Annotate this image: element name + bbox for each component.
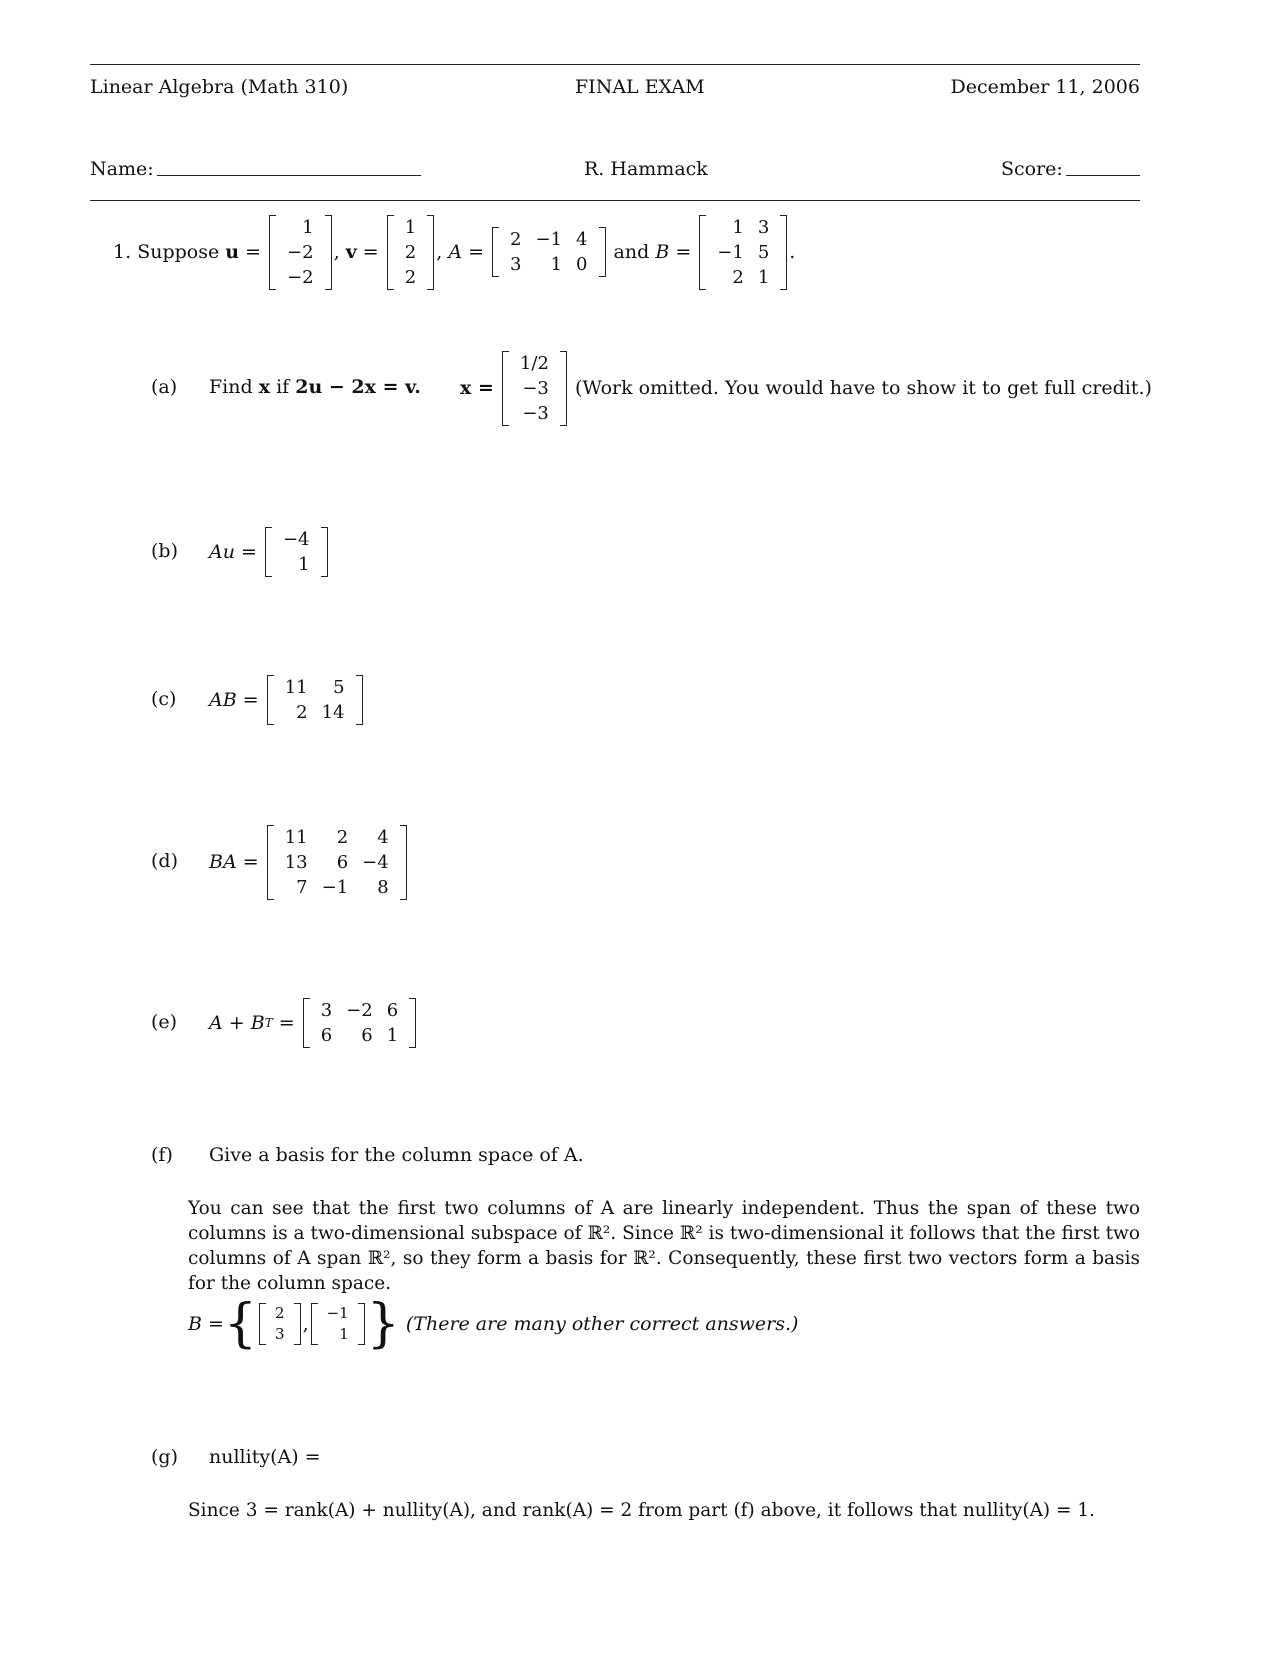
part-c-lhs: AB = (209, 689, 259, 711)
matrix-entry: −3 (522, 377, 549, 399)
right-bracket (400, 825, 407, 900)
left-brace: { (223, 1294, 258, 1354)
matrix-entries (314, 998, 405, 1048)
matrix-entries (513, 351, 556, 426)
matrix-row (513, 376, 556, 401)
matrix-entry: 4 (576, 229, 588, 250)
part-f-basis: B = { 2 3 , −1 1 } (There are many other correct answers.) (188, 1294, 799, 1354)
matrix-row (503, 227, 594, 252)
header-bottom-rule (90, 200, 1140, 201)
part-a-question (209, 376, 421, 398)
right-bracket (427, 215, 434, 290)
matrix-row (710, 240, 776, 265)
matrix-entry: 3 (320, 1000, 333, 1021)
part-b-answer-vector (265, 527, 328, 577)
matrix-row (398, 265, 423, 290)
problem-statement: 1. Suppose u = 1 −2 −2 , v = 1 2 2 , A = 2 −1 4 3 1 0 and B = 1 3 −1 5 2 1 . (113, 216, 796, 288)
exam-date: December 11, 2006 (950, 76, 1140, 98)
matrix-row (513, 351, 556, 376)
matrix-entry: 2 (404, 266, 417, 288)
course-title: Linear Algebra (Math 310) (90, 76, 349, 98)
matrix-entry: −3 (522, 402, 549, 424)
part-d-label: (d) (151, 850, 178, 872)
left-bracket (265, 527, 272, 577)
right-bracket (560, 351, 567, 426)
matrix-row (278, 850, 396, 875)
matrix-entry: −4 (282, 529, 310, 550)
right-bracket (358, 1303, 365, 1345)
matrix-row (710, 265, 776, 290)
transpose-sup: T (264, 1016, 273, 1030)
matrix-row (314, 1023, 405, 1048)
matrix-entry: 0 (576, 254, 588, 275)
matrix-entries (270, 1303, 290, 1345)
part-b-label: (b) (151, 540, 178, 562)
left-bracket (267, 825, 274, 900)
matrix-entry: 2 (275, 1304, 285, 1322)
matrix-entry: 3 (757, 216, 770, 238)
left-bracket (311, 1303, 318, 1345)
matrix-entries (503, 227, 594, 277)
matrix-row (398, 215, 423, 240)
matrix-b (699, 215, 787, 290)
part-g-label: (g) (151, 1446, 178, 1468)
part-e-eq: = (278, 1012, 295, 1034)
left-bracket (502, 351, 509, 426)
right-bracket (780, 215, 787, 290)
matrix-entry: 1 (298, 554, 310, 575)
matrix-row (278, 675, 352, 700)
matrix-entry: 2 (510, 229, 522, 250)
matrix-entry: 14 (321, 702, 345, 723)
matrix-entries (322, 1303, 354, 1345)
matrix-entry: 1 (732, 216, 744, 238)
matrix-entry: 1 (386, 1025, 399, 1046)
matrix-entry: 3 (510, 254, 522, 275)
part-a-answer-vector (502, 351, 567, 426)
part-f-note: (There are many other correct answers.) (405, 1313, 799, 1335)
find-word: Find (209, 376, 253, 398)
left-bracket (259, 1303, 266, 1345)
matrix-entries (278, 825, 396, 900)
matrix-entry: 2 (732, 266, 744, 288)
matrix-entry: 6 (320, 1025, 333, 1046)
matrix-entry: 4 (377, 826, 389, 848)
part-b-lhs: Au = (209, 541, 257, 563)
x-symbol: x (258, 376, 271, 398)
part-f-question: Give a basis for the column space of A. (209, 1144, 584, 1166)
right-brace: } (366, 1294, 400, 1354)
matrix-entries (278, 675, 352, 725)
part-e-answer (209, 995, 418, 1051)
name-label: Name: (90, 158, 154, 180)
part-f-label: (f) (151, 1144, 173, 1166)
matrix-entry: 1/2 (519, 352, 549, 374)
and-word: and (613, 241, 650, 263)
matrix-entry: −1 (535, 229, 563, 250)
left-bracket (303, 998, 310, 1048)
problem-number: 1. (113, 241, 132, 263)
part-d-answer (209, 820, 409, 904)
left-bracket (492, 227, 499, 277)
matrix-entry: −4 (362, 851, 389, 873)
matrix-entry: 3 (275, 1325, 285, 1343)
part-b-answer (209, 524, 330, 580)
matrix-entry: 5 (757, 241, 770, 263)
matrix-row (270, 1324, 290, 1345)
part-d-lhs: BA = (209, 851, 259, 873)
matrix-row (513, 401, 556, 426)
top-rule (90, 64, 1140, 65)
a-symbol: A (448, 241, 463, 263)
matrix-entry: −2 (287, 266, 314, 288)
right-bracket (321, 527, 328, 577)
matrix-entry: 6 (361, 1025, 373, 1046)
score-blank[interactable] (1066, 175, 1140, 176)
matrix-entry: −2 (287, 241, 314, 263)
matrix-entry: 1 (550, 254, 563, 275)
matrix-entry: 2 (336, 826, 349, 848)
matrix-a (492, 227, 605, 277)
matrix-row (314, 998, 405, 1023)
right-bracket (294, 1303, 301, 1345)
matrix-row (398, 240, 423, 265)
part-c-answer-matrix (267, 675, 363, 725)
right-bracket (599, 227, 606, 277)
matrix-entry: −2 (346, 1000, 373, 1021)
matrix-entry: 6 (386, 1000, 399, 1021)
part-a-answer (460, 348, 1152, 428)
matrix-entry: −1 (326, 1304, 349, 1322)
matrix-entry: 1 (757, 266, 770, 288)
vector-v (387, 215, 434, 290)
vector-u (269, 215, 332, 290)
right-bracket (409, 998, 416, 1048)
part-d-answer-matrix (267, 825, 407, 900)
matrix-entry: −1 (717, 241, 744, 263)
matrix-entry: −1 (321, 876, 349, 898)
left-bracket (267, 675, 274, 725)
matrix-entry: 13 (284, 851, 308, 873)
matrix-row (278, 825, 396, 850)
part-f-explanation: You can see that the first two columns of A are linearly independent. Thus the span of these two columns is a two-dimensional subspace of ℝ². Since ℝ² is two-dimensional it follows that the first two columns of A span ℝ², so they form a basis for ℝ². Consequently, these first two vectors form a basis for the column space. (188, 1198, 1140, 1294)
matrix-row (322, 1324, 354, 1345)
part-c-answer (209, 672, 365, 728)
basis-vector-2 (311, 1303, 365, 1345)
matrix-entry: 5 (333, 677, 345, 698)
part-a-note: (Work omitted. You would have to show it to get full credit.) (574, 377, 1152, 399)
matrix-entries (710, 215, 776, 290)
left-bracket (269, 215, 276, 290)
v-symbol: v (345, 241, 357, 263)
matrix-entry: 6 (336, 851, 349, 873)
matrix-row (270, 1303, 290, 1324)
matrix-entry: 11 (284, 677, 308, 698)
part-e-answer-matrix (303, 998, 416, 1048)
matrix-entry: 8 (377, 876, 389, 898)
matrix-entry: 7 (296, 876, 308, 898)
part-g-explanation: Since 3 = rank(A) + nullity(A), and rank(A) = 2 from part (f) above, it follows that nullity(A) = 1. (188, 1500, 1096, 1521)
matrix-entry: 1 (404, 216, 417, 238)
matrix-row (710, 215, 776, 240)
matrix-row (503, 252, 594, 277)
left-bracket (699, 215, 706, 290)
u-symbol: u (225, 241, 240, 263)
part-a-equation: 2u − 2x = v. (295, 376, 421, 398)
right-bracket (325, 215, 332, 290)
part-e-label: (e) (151, 1011, 178, 1033)
matrix-entry: 2 (404, 241, 417, 263)
matrix-row (278, 875, 396, 900)
name-blank[interactable] (157, 175, 421, 176)
part-c-label: (c) (151, 688, 177, 710)
part-f-basis-lhs: B = (188, 1313, 224, 1335)
exam-title: FINAL EXAM (575, 76, 705, 98)
matrix-row (280, 240, 321, 265)
part-a-answer-lhs: x = (460, 377, 494, 399)
left-bracket (387, 215, 394, 290)
matrix-row (322, 1303, 354, 1324)
matrix-entries (398, 215, 423, 290)
matrix-entries (276, 527, 317, 577)
part-e-lhs: A + B (209, 1012, 265, 1034)
right-bracket (356, 675, 363, 725)
part-g-question: nullity(A) = (209, 1446, 321, 1468)
if-word: if (276, 376, 290, 398)
suppose-word: Suppose (137, 241, 220, 263)
matrix-entry: 2 (296, 702, 308, 723)
matrix-row (278, 700, 352, 725)
matrix-row (280, 215, 321, 240)
b-symbol: B (655, 241, 670, 263)
matrix-entries (280, 215, 321, 290)
matrix-entry: 1 (302, 216, 314, 238)
matrix-entry: 1 (339, 1325, 349, 1343)
matrix-row (280, 265, 321, 290)
basis-vector-1 (259, 1303, 301, 1345)
matrix-entry: 11 (284, 826, 308, 848)
score-label: Score: (1001, 158, 1063, 180)
matrix-row (276, 527, 317, 552)
part-a-label: (a) (151, 376, 178, 398)
matrix-row (276, 552, 317, 577)
instructor-name: R. Hammack (584, 158, 708, 180)
